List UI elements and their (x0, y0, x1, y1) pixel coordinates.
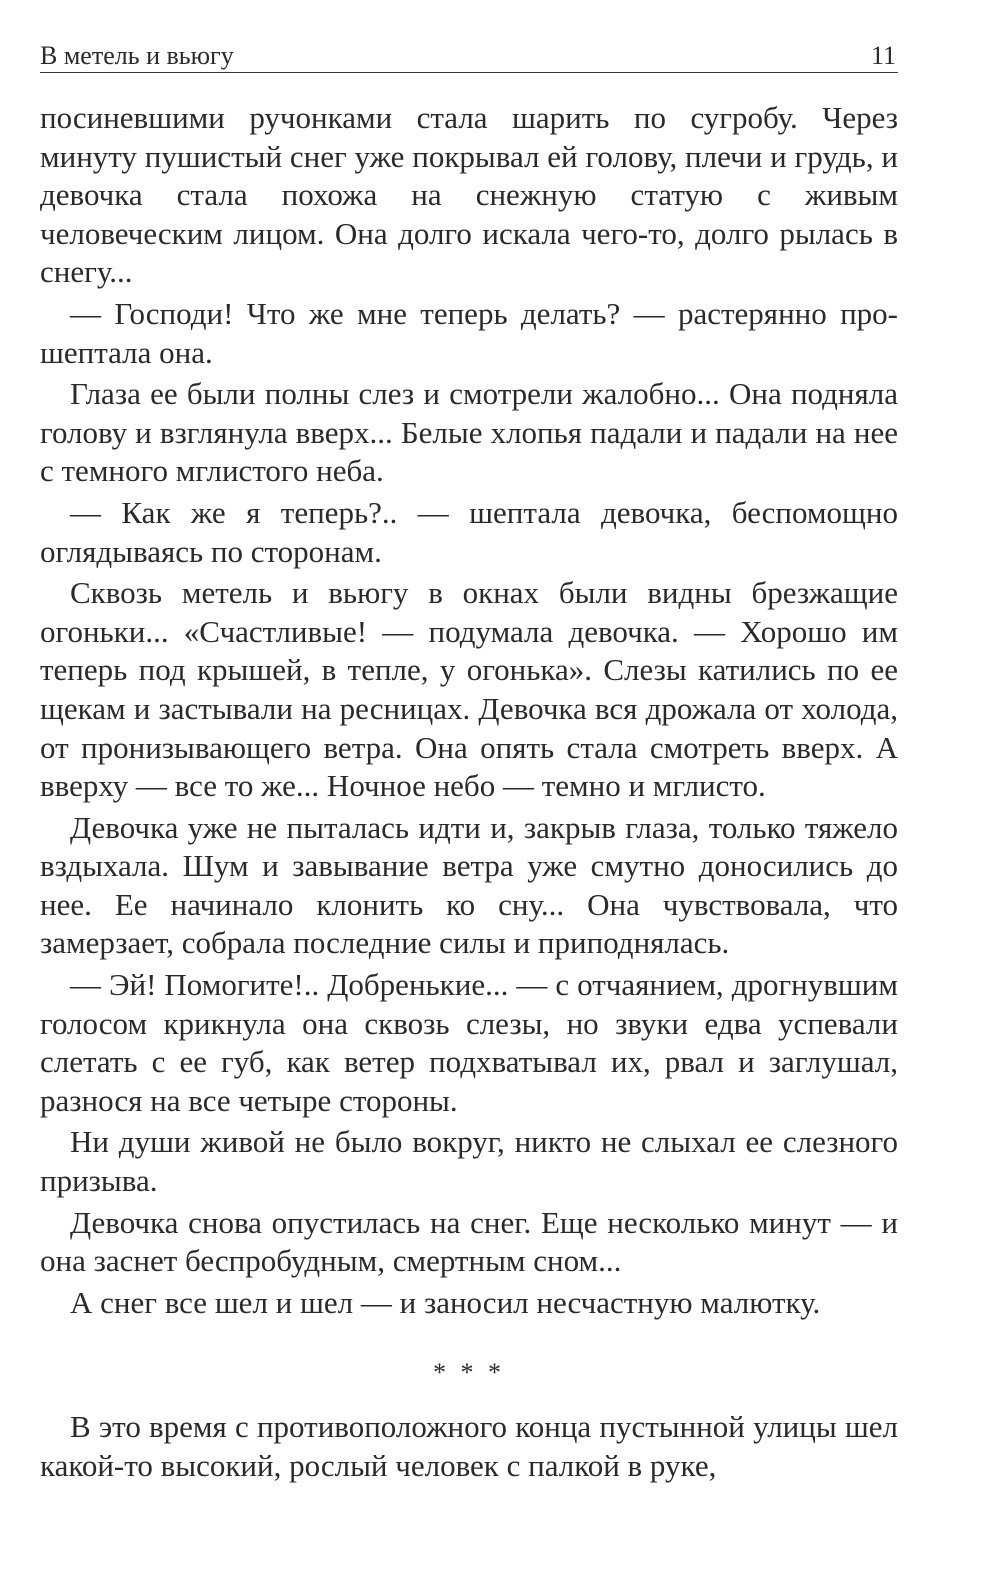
paragraph: — Эй! Помогите!.. Добренькие... — с отчаянием, дрогнувшим голосом крикнула она сквозь слезы, но звуки едва успевали слетать с ее губ, как ветер подхватывал их, рвал и заглушал, разнося на все четыре стороны. (40, 967, 898, 1118)
body-text (40, 99, 898, 1486)
page-number: 11 (870, 41, 896, 70)
paragraph: Девочка снова опустилась на снег. Еще несколько минут — и она заснет беспробудным, смертным сном... (40, 1204, 898, 1279)
paragraph: В это время с противоположного конца пустынной улицы шел какой-то высокий, рослый человек с палкой в руке, (40, 1409, 898, 1483)
paragraph: Девочка уже не пыталась идти и, закрыв глаза, только тяжело вздыхала. Шум и завывание ветра уже смутно доносились до нее. Ее начинало клонить ко сну... Она чувствовала, что замерзает, собрала последние силы и приподнялась. (40, 809, 898, 961)
running-title: В метель и вьюгу (40, 41, 234, 70)
scene-break: * * * (433, 1358, 505, 1388)
paragraph: А снег все шел и шел — и заносил несчастную малютку. (70, 1284, 821, 1320)
paragraph: Сквозь метель и вьюгу в окнах были видны брезжащие огоньки... «Счастливые! — подумала девочка. — Хорошо им теперь под крышей, в тепле, у огонька». Слезы катились по ее щекам и застывали на ресницах. Девочка вся дрожала от холода, от пронизывающего ветра. Она опять стала смотреть вверх. А вверху — все то же... Ночное небо — темно и мглисто. (40, 575, 898, 804)
paragraph: — Как же я теперь?.. — шептала девочка, беспомощно оглядываясь по сторонам. (40, 494, 898, 569)
running-header (40, 38, 898, 73)
paragraph: Глаза ее были полны слез и смотрели жалобно... Она подняла голову и взглянула вверх... Белые хлопья падали и падали на нее с темного мглистого неба. (40, 376, 898, 489)
paragraph: посиневшими ручонками стала шарить по сугробу. Через минуту пушистый снег уже покрывал ей голову, плечи и грудь, и девочка стала похожа на снежную статую с живым человеческим лицом. Она долго искала чего-то, долго рылась в снегу... (40, 100, 898, 290)
paragraph: — Господи! Что же мне теперь делать? — растерянно прошептала она. (40, 295, 898, 370)
paragraph: Ни души живой не было вокруг, никто не слыхал ее слезного призыва. (40, 1124, 898, 1199)
book-page (40, 0, 898, 1585)
